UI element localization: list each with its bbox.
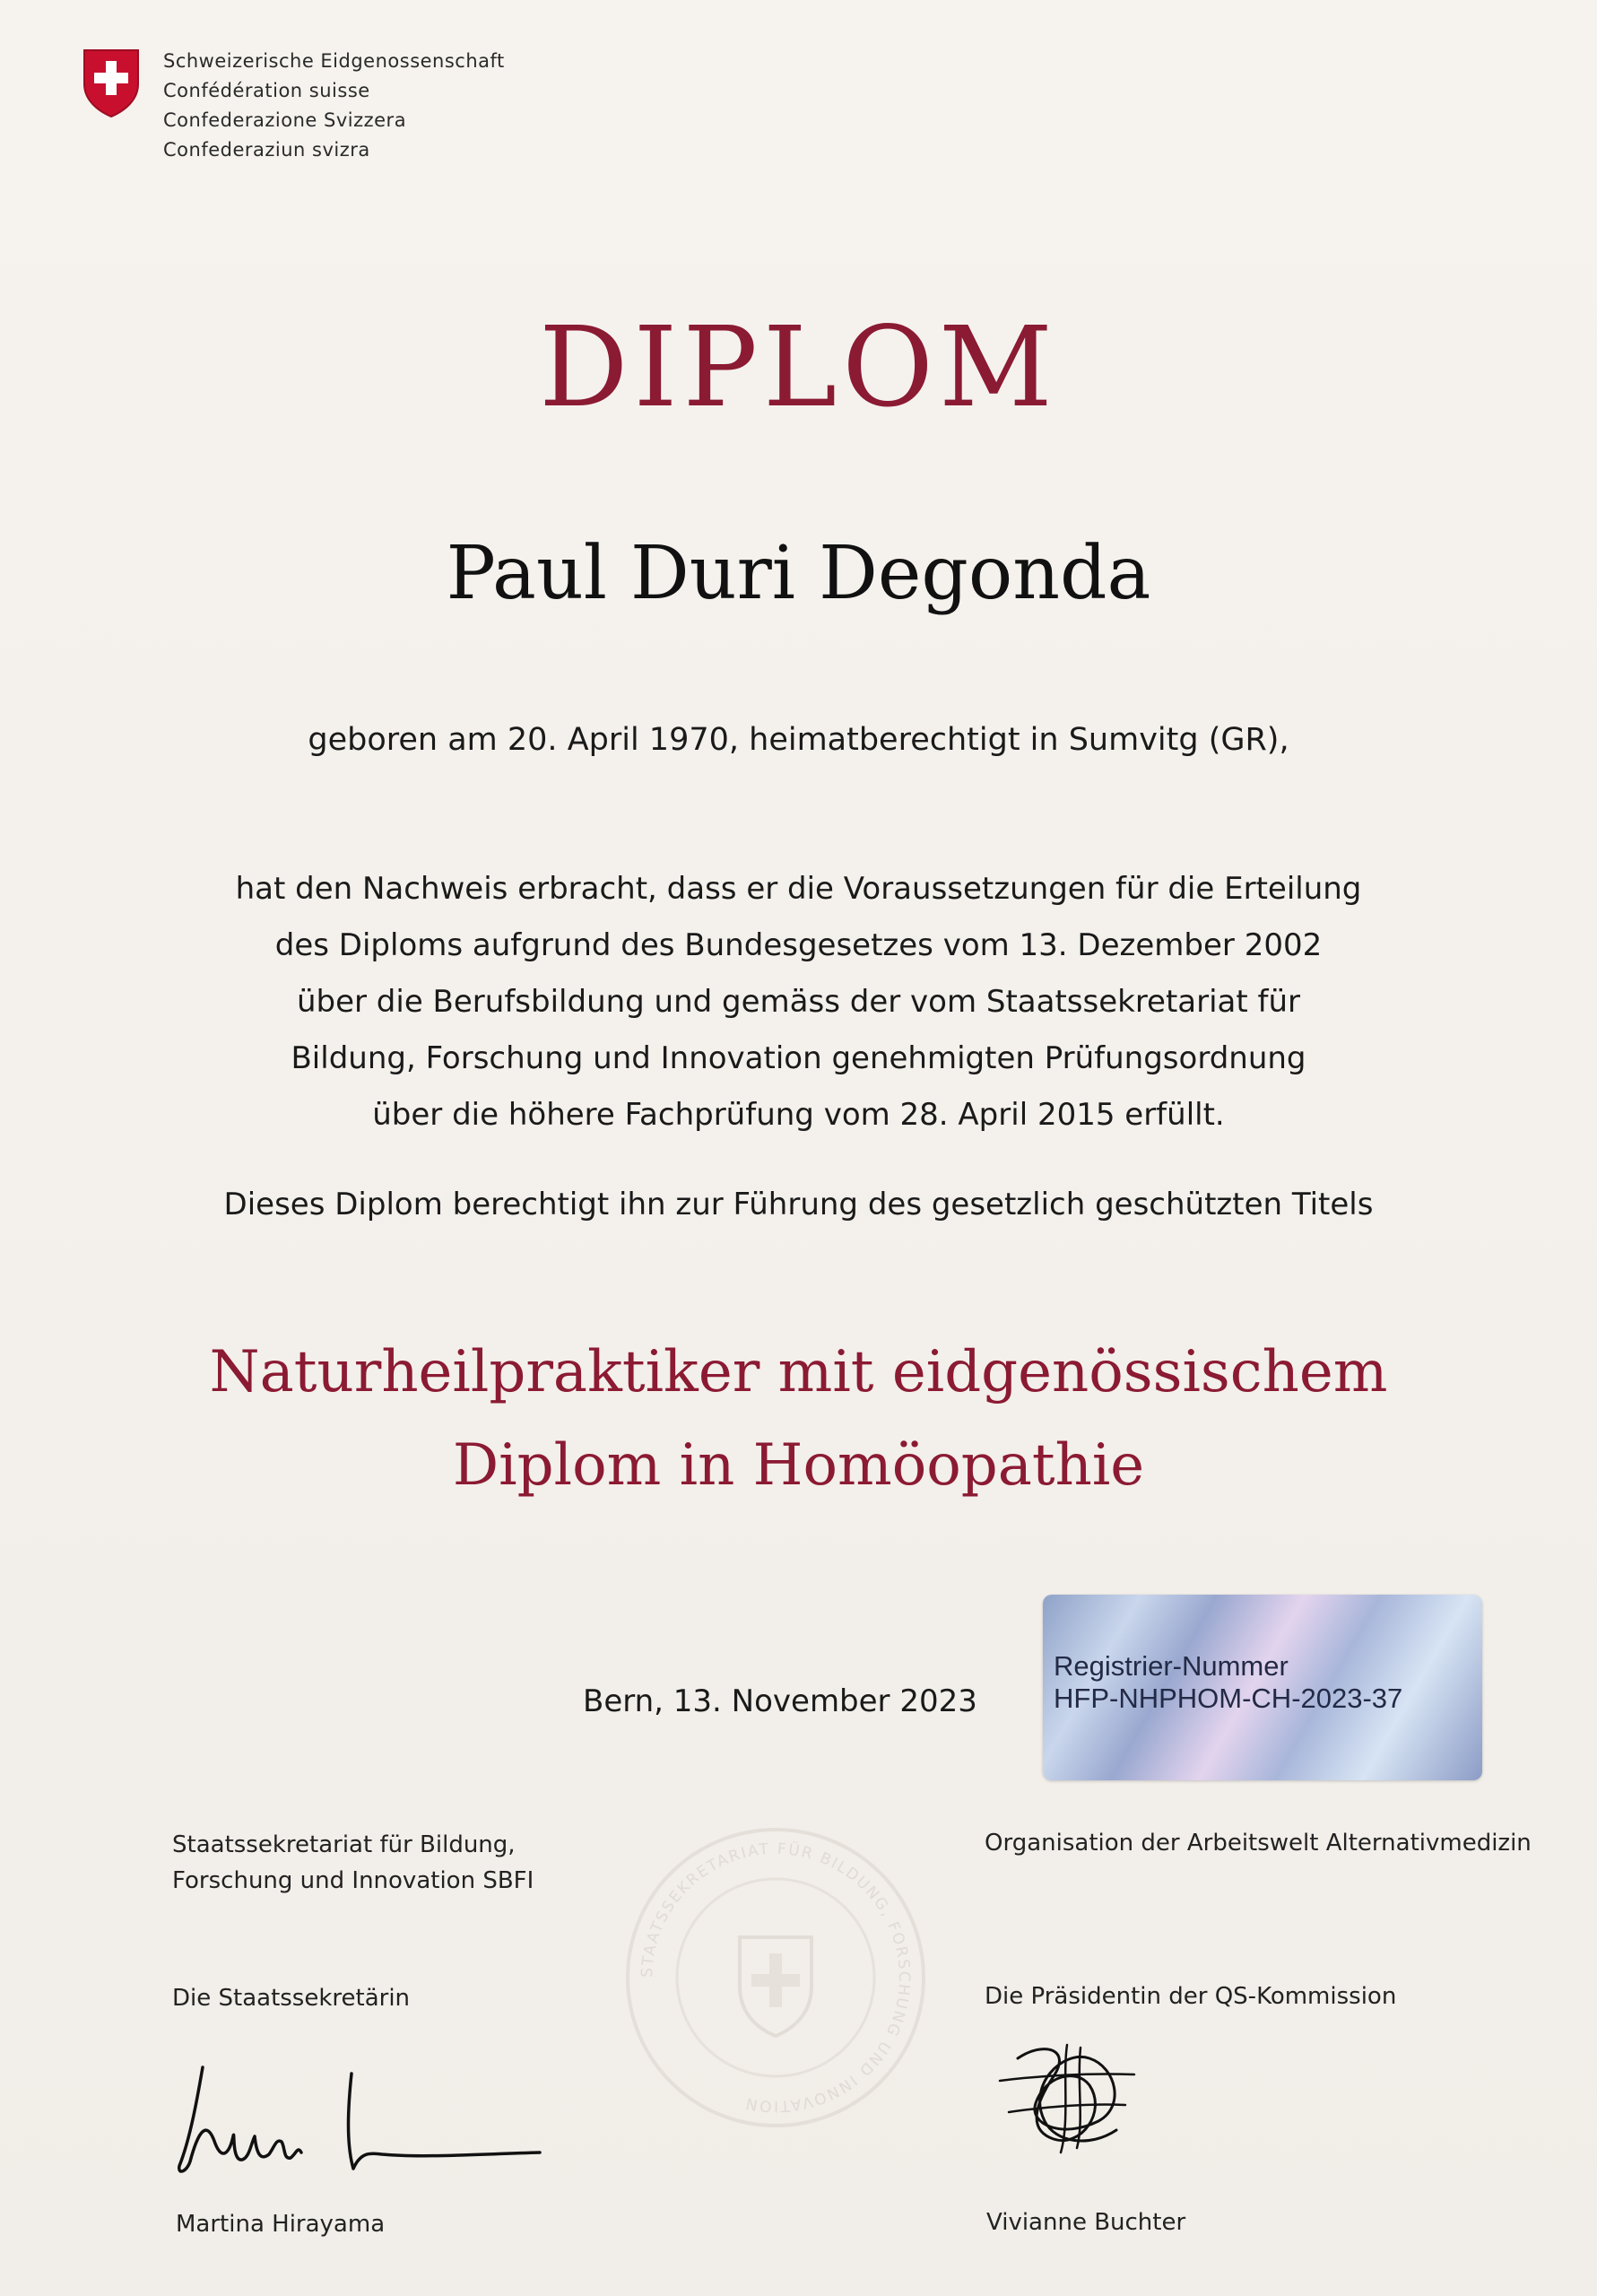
signature-right xyxy=(991,2031,1143,2157)
embossed-seal xyxy=(619,1821,933,2135)
seal-cross-icon xyxy=(740,1937,812,2036)
protected-title xyxy=(0,1326,1597,1512)
certification-text xyxy=(0,861,1597,1144)
protected-title-line: Diplom in Homöopathie xyxy=(452,1432,1145,1499)
protected-title-line: Naturheilpraktiker mit eidgenössischem xyxy=(209,1339,1388,1405)
registration-label: Registrier-Nummer xyxy=(1054,1650,1289,1682)
authority-line-de: Schweizerische Eidgenossenschaft xyxy=(163,50,505,72)
place-and-date: Bern, 13. November 2023 xyxy=(583,1683,977,1719)
signature-left xyxy=(170,2054,583,2179)
diploma-title: DIPLOM xyxy=(539,303,1058,432)
right-signer-role: Die Präsidentin der QS-Kommission xyxy=(985,1983,1397,2010)
authority-line-rm: Confederaziun svizra xyxy=(163,139,370,161)
certification-line: über die Berufsbildung und gemäss der vom Staatssekretariat für xyxy=(296,984,1301,1020)
seal-text: STAATSSEKRETARIAT FÜR BILDUNG, FORSCHUNG UND INNOVATION xyxy=(638,1839,914,2116)
left-signer-role: Die Staatssekretärin xyxy=(172,1985,411,2012)
authority-line-it: Confederazione Svizzera xyxy=(163,109,407,131)
authority-line-fr: Confédération suisse xyxy=(163,80,370,101)
entitlement-line: Dieses Diplom berechtigt ihn zur Führung des gesetzlich geschützten Titels xyxy=(223,1187,1374,1222)
sbfi-organisation-line: Staatssekretariat für Bildung, xyxy=(172,1831,516,1858)
right-signer-name: Vivianne Buchter xyxy=(986,2209,1186,2236)
authority-names xyxy=(163,47,505,165)
swiss-coat-of-arms-icon xyxy=(81,47,142,118)
left-signer-name: Martina Hirayama xyxy=(176,2211,386,2238)
certification-line: hat den Nachweis erbracht, dass er die Voraussetzungen für die Erteilung xyxy=(235,871,1362,907)
registration-hologram xyxy=(1043,1595,1482,1780)
certification-line: Bildung, Forschung und Innovation genehmigten Prüfungsordnung xyxy=(291,1040,1306,1076)
certification-line: des Diploms aufgrund des Bundesgesetzes vom 13. Dezember 2002 xyxy=(274,927,1323,963)
federal-header xyxy=(81,47,505,165)
certification-line: über die höhere Fachprüfung vom 28. April 2015 erfüllt. xyxy=(372,1097,1225,1133)
sbfi-organisation xyxy=(172,1827,534,1899)
sbfi-organisation-line: Forschung und Innovation SBFI xyxy=(172,1867,534,1894)
registration-number: HFP-NHPHOM-CH-2023-37 xyxy=(1054,1683,1403,1714)
holder-name: Paul Duri Degonda xyxy=(446,531,1151,616)
oda-organisation: Organisation der Arbeitswelt Alternativmedizin xyxy=(985,1830,1532,1857)
birth-line: geboren am 20. April 1970, heimatberechtigt in Sumvitg (GR), xyxy=(308,722,1289,758)
